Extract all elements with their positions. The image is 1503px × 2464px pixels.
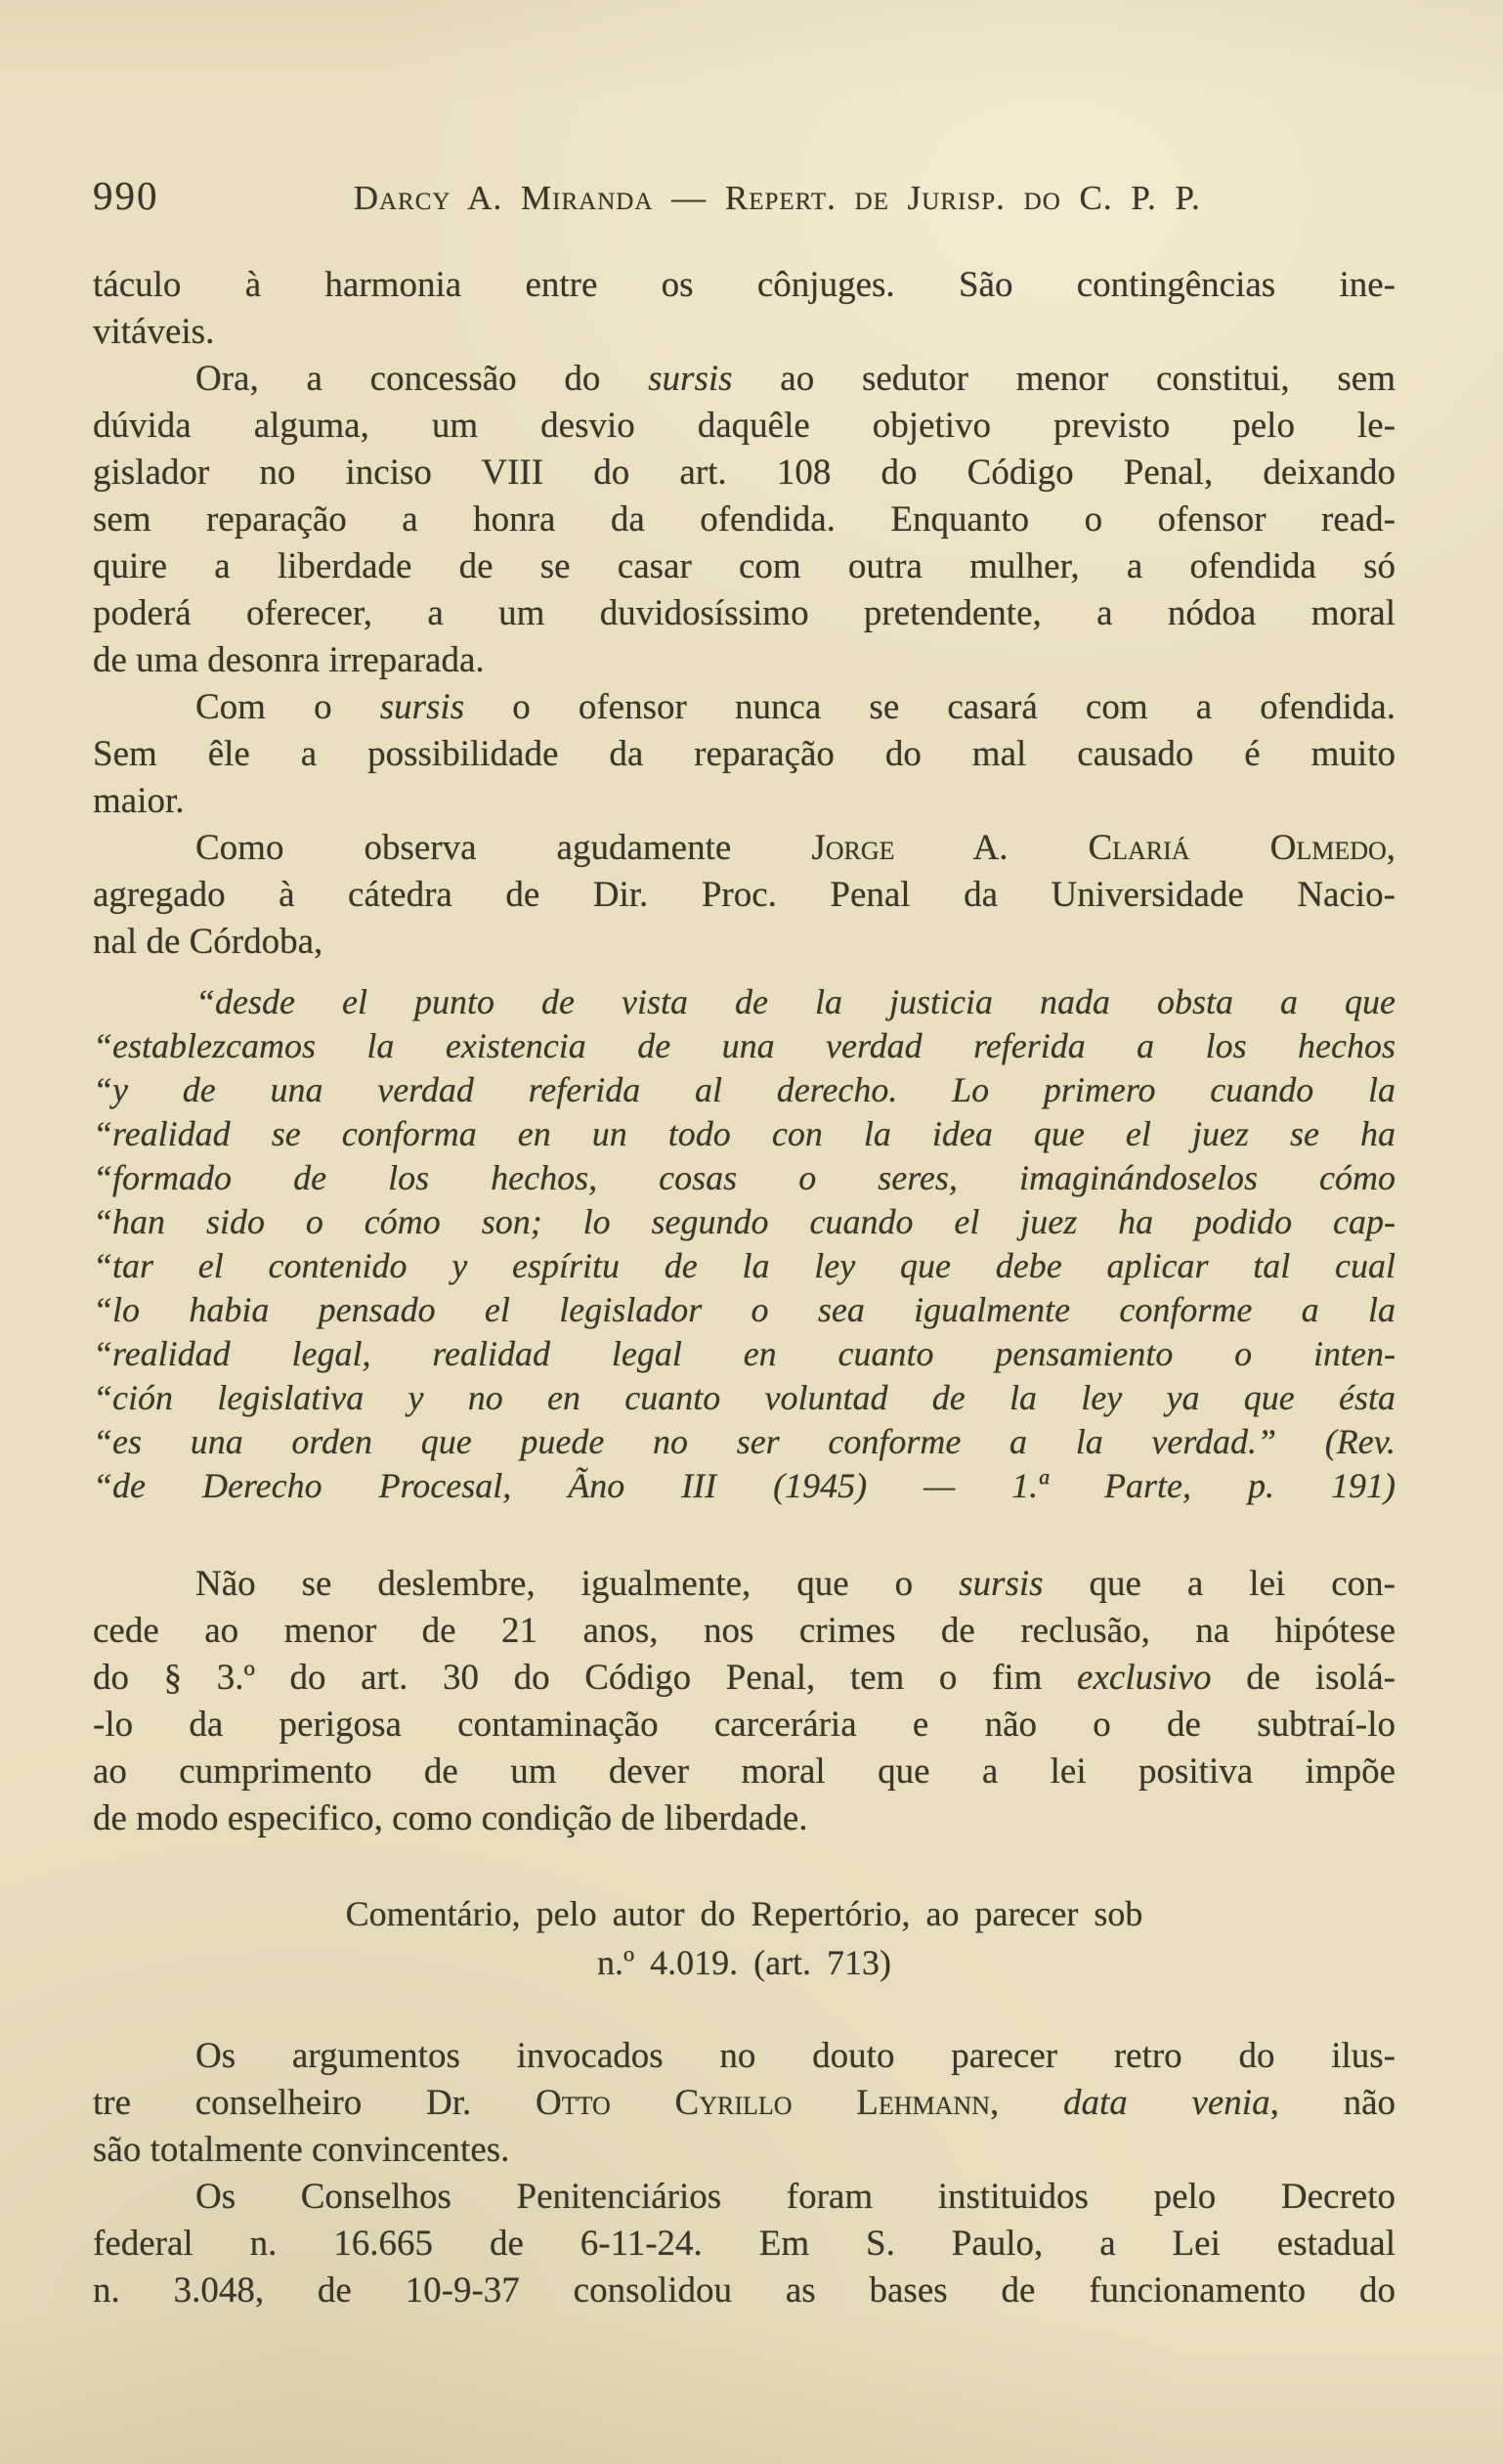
text-line <box>93 1938 1396 1987</box>
text-run: “desde el punto de vista de la justicia nada obsta a que <box>195 982 1396 1021</box>
text-run: Sem êle a possibilidade da reparação do mal causado é muito <box>93 734 1396 774</box>
text-line <box>93 980 1396 1024</box>
text-run: gislador no inciso VIII do art. 108 do Código Penal, deixando <box>93 453 1396 493</box>
text-line <box>93 1068 1396 1112</box>
italic-text: sursis <box>959 1564 1044 1604</box>
text-run: “realidad se conforma en un todo con la idea que el juez se ha <box>93 1114 1396 1153</box>
text-run: de isolá- <box>1211 1658 1396 1698</box>
smallcaps-name: Jorge A. Clariá Olmedo <box>811 828 1387 868</box>
text-run: federal n. 16.665 de 6-11-24. Em S. Paulo, a Lei estadual <box>93 2224 1396 2264</box>
text-line <box>93 2174 1396 2221</box>
text-run: “es una orden que puede no ser conforme a la verdad.” (Rev. <box>93 1422 1396 1461</box>
text-run: cede ao menor de 21 anos, nos crimes de reclusão, na hipótese <box>93 1611 1396 1651</box>
text-line <box>93 403 1396 450</box>
text-run: do § 3.º do art. 30 do Código Penal, tem o fim <box>93 1658 1078 1698</box>
text-run: “lo habia pensado el legislador o sea igualmente conforme a la <box>93 1290 1396 1329</box>
text-run: vitáveis. <box>93 312 215 352</box>
text-run: poderá oferecer, a um duvidosíssimo pretendente, a nódoa moral <box>93 593 1396 633</box>
text-run: “y de una verdad referida al derecho. Lo primero cuando la <box>93 1070 1396 1109</box>
text-run: sem reparação a honra da ofendida. Enquanto o ofensor read- <box>93 499 1396 540</box>
text-line <box>93 1795 1396 1842</box>
text-line <box>93 450 1396 497</box>
running-title: Darcy A. Miranda — Repert. de Jurisp. do C. P. P. <box>353 179 1201 217</box>
text-run: , <box>989 2083 1063 2123</box>
text-run: -lo da perigosa contaminação carcerária e não o de subtraí-lo <box>93 1705 1396 1745</box>
text-line <box>93 1561 1396 1608</box>
text-line <box>93 497 1396 543</box>
text-run: o ofensor nunca se casará com a ofendida. <box>464 687 1396 727</box>
text-run: Comentário, pelo autor do Repertório, ao parecer sob <box>345 1894 1143 1933</box>
text-run: “han sido o cómo son; lo segundo cuando el juez ha podido cap- <box>93 1202 1396 1241</box>
text-line <box>93 1464 1396 1508</box>
text-run: Como observa agudamente <box>195 828 812 868</box>
text-run: agregado à cátedra de Dir. Proc. Penal da Universidade Nacio- <box>93 875 1396 915</box>
text-line <box>93 1749 1396 1795</box>
text-run: que a lei con- <box>1043 1564 1396 1604</box>
text-line <box>93 262 1396 309</box>
text-run: de uma desonra irreparada. <box>93 640 485 680</box>
text-run: quire a liberdade de se casar com outra mulher, a ofendida só <box>93 546 1396 586</box>
text-run: de modo especifico, como condição de liberdade. <box>93 1798 808 1838</box>
text-line <box>93 1288 1396 1332</box>
text-line <box>93 1112 1396 1156</box>
paragraph <box>93 2033 1396 2174</box>
text-run: Os argumentos invocados no douto parecer retro do ilus- <box>195 2036 1396 2076</box>
running-header <box>93 172 1396 217</box>
italic-text: sursis <box>379 687 465 727</box>
text-line <box>93 825 1396 872</box>
text-run: ao cumprimento de um dever moral que a lei positiva impõe <box>93 1751 1396 1792</box>
text-line <box>93 2268 1396 2314</box>
text-run: , <box>1386 828 1396 868</box>
text-line <box>93 1420 1396 1464</box>
paragraph <box>93 356 1396 684</box>
text-run: “establezcamos la existencia de una verdad referida a los hechos <box>93 1026 1396 1065</box>
paragraph <box>93 684 1396 825</box>
page-content <box>93 262 1396 2314</box>
text-run: “de Derecho Procesal, Ãno III (1945) — 1.ª Parte, p. 191) <box>93 1466 1396 1505</box>
text-line <box>93 2127 1396 2174</box>
text-run: ao sedutor menor constitui, sem <box>732 359 1396 399</box>
text-run: Não se deslembre, igualmente, que o <box>195 1564 960 1604</box>
text-line <box>93 1244 1396 1288</box>
italic-text: data venia <box>1062 2083 1270 2123</box>
text-line <box>93 1376 1396 1420</box>
paragraph <box>93 2174 1396 2314</box>
italic-text: exclusivo <box>1077 1658 1212 1698</box>
text-line <box>93 2221 1396 2268</box>
text-line <box>93 309 1396 356</box>
text-line <box>93 1608 1396 1655</box>
text-line <box>93 590 1396 637</box>
page-number: 990 <box>93 173 159 218</box>
text-line <box>93 731 1396 778</box>
text-line <box>93 2080 1396 2127</box>
text-line <box>93 1024 1396 1068</box>
text-line <box>93 1889 1396 1938</box>
text-run: Os Conselhos Penitenciários foram instituidos pelo Decreto <box>195 2177 1396 2217</box>
text-run: “realidad legal, realidad legal en cuanto pensamiento o inten- <box>93 1334 1396 1373</box>
text-line <box>93 872 1396 919</box>
paragraph <box>93 262 1396 356</box>
paragraph <box>93 825 1396 966</box>
text-run: dúvida alguma, um desvio daquêle objetivo previsto pelo le- <box>93 406 1396 446</box>
text-run: “formado de los hechos, cosas o seres, imaginándoselos cómo <box>93 1158 1396 1197</box>
text-line <box>93 684 1396 731</box>
paragraph <box>93 1561 1396 1842</box>
text-run: são totalmente convincentes. <box>93 2130 510 2170</box>
text-line <box>93 778 1396 825</box>
text-run: Com o <box>195 687 380 727</box>
block-quote <box>93 980 1396 1508</box>
italic-text: sursis <box>648 359 733 399</box>
text-line <box>93 1332 1396 1376</box>
text-run: n.º 4.019. (art. 713) <box>596 1943 892 1982</box>
text-line <box>93 1200 1396 1244</box>
text-run: maior. <box>93 781 185 821</box>
text-line <box>93 356 1396 403</box>
text-run: , não <box>1269 2083 1396 2123</box>
text-line <box>93 543 1396 590</box>
text-run: n. 3.048, de 10-9-37 consolidou as bases de funcionamento do <box>93 2270 1396 2311</box>
text-line <box>93 1702 1396 1749</box>
text-line <box>93 2033 1396 2080</box>
text-line <box>93 637 1396 684</box>
text-run: “ción legislativa y no en cuanto voluntad de la ley ya que ésta <box>93 1378 1396 1417</box>
text-line <box>93 1655 1396 1702</box>
text-run: tre conselheiro Dr. <box>93 2083 537 2123</box>
text-run: Ora, a concessão do <box>195 359 649 399</box>
text-run: táculo à harmonia entre os cônjuges. São contingências ine- <box>93 265 1396 305</box>
smallcaps-name: Otto Cyrillo Lehmann <box>536 2083 990 2123</box>
section-heading <box>93 1889 1396 1987</box>
text-line <box>93 919 1396 966</box>
text-line <box>93 1156 1396 1200</box>
text-run: nal de Córdoba, <box>93 922 323 962</box>
text-run: “tar el contenido y espíritu de la ley que debe aplicar tal cual <box>93 1246 1396 1285</box>
